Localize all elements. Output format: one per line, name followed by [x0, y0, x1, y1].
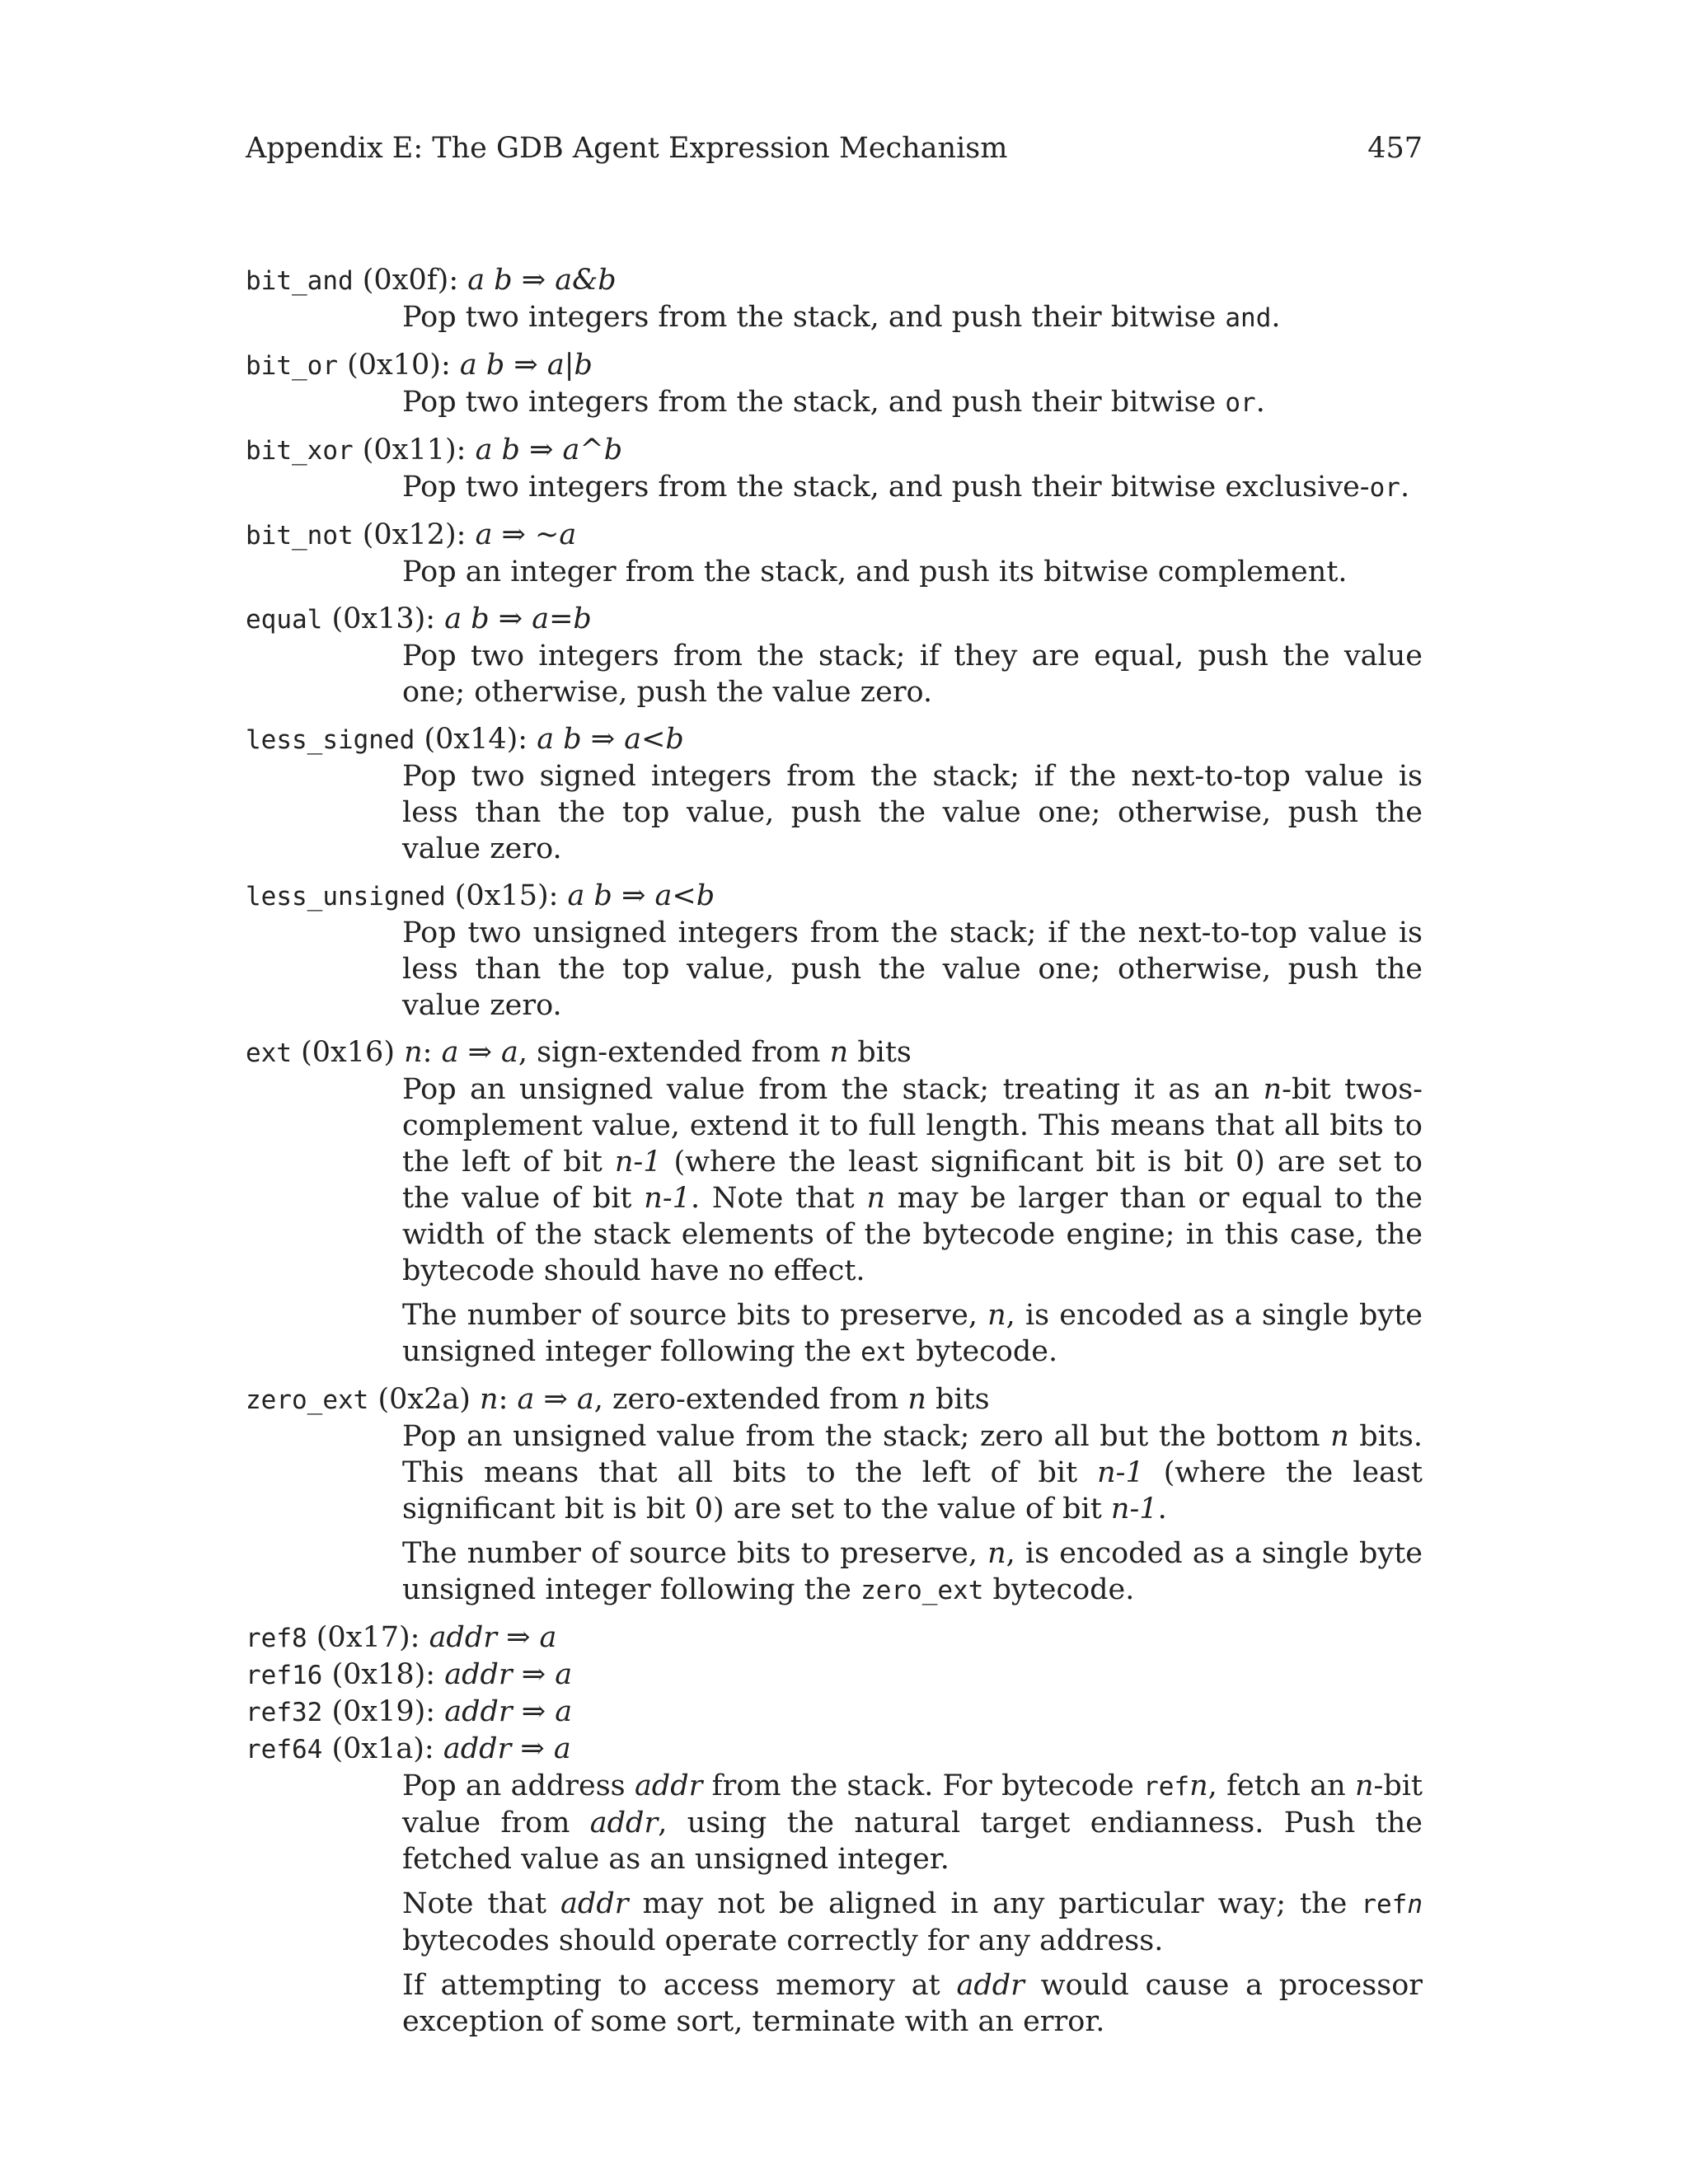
entry-description: Pop two signed integers from the stack; if the next-to-top value is less than the top value, push the value one; otherwise, push the value zero. — [402, 760, 1423, 865]
stack-signature: addr ⇒ a — [444, 1695, 573, 1728]
inline-code: ref — [1143, 1772, 1190, 1802]
entry-term — [246, 1381, 1423, 1418]
inline-code: ext — [860, 1338, 907, 1367]
entry-term — [246, 262, 1423, 299]
math-var: n-1 — [1097, 1456, 1144, 1489]
entry-term-ref64 — [246, 1731, 1423, 1768]
entry-bit-xor — [246, 432, 1423, 506]
entry-description — [402, 384, 1423, 421]
entry-description — [402, 1768, 1423, 1877]
entry-description: Pop two unsigned integers from the stack; if the next-to-top value is less than the top value, push the value one; otherwise, push the value zero. — [402, 916, 1423, 1022]
desc-text: would cause a processor exception of some sort, terminate with an error. — [402, 1969, 1423, 2038]
desc-text: , is encoded as a single byte unsigned integer following the — [402, 1299, 1423, 1368]
inline-code: or — [1225, 388, 1256, 418]
opcode: (0x19): — [322, 1695, 445, 1728]
entry-less-signed — [246, 721, 1423, 867]
bytecode-name: less_signed — [246, 725, 415, 755]
entry-term-ref8 — [246, 1619, 1423, 1657]
entry-description — [402, 469, 1423, 506]
stack-signature: a ⇒ a — [441, 1036, 518, 1069]
entry-zero-ext — [246, 1381, 1423, 1609]
bytecode-name: bit_not — [246, 521, 354, 551]
operand: n — [907, 1383, 926, 1416]
entry-term — [246, 517, 1423, 554]
entry-term — [246, 347, 1423, 384]
math-var: n — [1330, 1420, 1349, 1453]
entry-description: Pop two integers from the stack; if they are equal, push the value one; otherwise, push the value zero. — [402, 640, 1423, 709]
math-var: n — [987, 1537, 1006, 1570]
page-number: 457 — [1367, 132, 1423, 165]
entry-description: Pop an integer from the stack, and push its bitwise complement. — [402, 555, 1348, 588]
desc-text: from the stack. For bytecode — [702, 1769, 1144, 1802]
desc-text: -bit value from — [402, 1769, 1423, 1840]
desc-text: Pop two integers from the stack, and push their bitwise — [402, 301, 1226, 334]
stack-signature: a b ⇒ a=b — [444, 602, 592, 635]
desc-text: Pop an address — [402, 1769, 635, 1802]
inline-code: or — [1369, 473, 1400, 503]
desc-text: may be larger than or equal to the width of the stack elements of the bytecode engine; in this case, the bytecode should have no effect. — [402, 1182, 1423, 1287]
stack-signature: a b ⇒ a|b — [459, 349, 593, 382]
desc-text: Pop an unsigned value from the stack; treating it as an — [402, 1073, 1264, 1106]
bytecode-name: ref8 — [246, 1624, 307, 1653]
desc-text: The number of source bits to preserve, — [402, 1537, 988, 1570]
desc-text: . Note that — [690, 1182, 867, 1215]
desc-text: -bit twos-complement value, extend it to full length. This means that all bits to the left of bit — [402, 1073, 1423, 1179]
entry-description — [402, 1535, 1423, 1609]
signature-text: , zero-extended from — [593, 1383, 908, 1416]
bytecode-name: ref32 — [246, 1698, 323, 1727]
desc-text: , fetch an — [1207, 1769, 1355, 1802]
opcode: (0x2a) — [368, 1383, 481, 1416]
bytecode-name: zero_ext — [246, 1385, 369, 1415]
stack-signature: addr ⇒ a — [443, 1732, 571, 1765]
bytecode-name: ref16 — [246, 1661, 323, 1690]
entry-description — [402, 299, 1423, 336]
entry-term — [246, 1034, 1423, 1071]
bytecode-name: less_unsigned — [246, 882, 446, 912]
operand: n — [404, 1036, 423, 1069]
inline-code-var: n — [1407, 1890, 1423, 1919]
math-var: n — [1354, 1769, 1374, 1802]
entry-term — [246, 601, 1423, 638]
desc-text: If attempting to access memory at — [402, 1969, 957, 2002]
signature-text: bits — [926, 1383, 990, 1416]
math-var: addr — [589, 1807, 659, 1840]
operand: n — [480, 1383, 499, 1416]
bytecode-name: bit_xor — [246, 436, 354, 466]
opcode: (0x15): — [445, 879, 568, 912]
operand: n — [829, 1036, 849, 1069]
entry-description — [402, 1418, 1423, 1527]
math-var: n — [866, 1182, 886, 1215]
entry-description — [402, 1071, 1423, 1289]
stack-signature: a b ⇒ a<b — [567, 879, 715, 912]
running-head — [246, 128, 1423, 169]
bytecode-name: bit_or — [246, 351, 338, 381]
stack-signature: a b ⇒ a&b — [467, 264, 617, 297]
bytecode-name: bit_and — [246, 266, 354, 296]
entry-term — [246, 878, 1423, 915]
math-var: n-1 — [614, 1146, 662, 1179]
desc-text: . — [1271, 301, 1281, 334]
desc-text: bytecode. — [983, 1573, 1135, 1606]
inline-code: ref — [1361, 1890, 1408, 1919]
inline-code: and — [1225, 303, 1272, 333]
entry-term — [246, 432, 1423, 469]
opcode: (0x16) — [292, 1036, 405, 1069]
desc-text: bits. This means that all bits to the left of bit — [402, 1420, 1423, 1489]
entry-bit-or — [246, 347, 1423, 421]
entry-ref — [246, 1619, 1423, 2040]
entry-description — [402, 1297, 1423, 1371]
term-colon: : — [422, 1036, 442, 1069]
stack-signature: a ⇒ ~a — [475, 518, 577, 551]
entry-term-ref32 — [246, 1694, 1423, 1731]
bytecode-name: equal — [246, 605, 323, 635]
desc-text: . — [1400, 471, 1410, 504]
desc-text: (where the least significant bit is bit 0) are set to the value of bit — [402, 1456, 1423, 1526]
math-var: n — [987, 1299, 1006, 1332]
math-var: n — [1263, 1073, 1282, 1106]
desc-text: bytecodes should operate correctly for any address. — [402, 1924, 1164, 1957]
desc-text: bytecode. — [907, 1335, 1058, 1368]
term-colon: : — [498, 1383, 518, 1416]
stack-signature: addr ⇒ a — [444, 1658, 573, 1691]
opcode: (0x10): — [337, 349, 460, 382]
stack-signature: a b ⇒ a<b — [537, 723, 684, 756]
desc-text: (where the least significant bit is bit 0) are set to the value of bit — [402, 1146, 1423, 1215]
entry-equal — [246, 601, 1423, 710]
entry-less-unsigned — [246, 878, 1423, 1024]
bytecode-name: ref64 — [246, 1735, 323, 1765]
signature-text: , sign-extended from — [518, 1036, 830, 1069]
math-var: n-1 — [644, 1182, 691, 1215]
entry-ext — [246, 1034, 1423, 1371]
opcode: (0x1a): — [322, 1732, 443, 1765]
math-var: addr — [560, 1887, 629, 1920]
math-var: n-1 — [1110, 1493, 1158, 1526]
stack-signature: a b ⇒ a^b — [475, 434, 623, 466]
math-var: n — [1189, 1769, 1208, 1802]
desc-text: Pop an unsigned value from the stack; zero all but the bottom — [402, 1420, 1331, 1453]
opcode: (0x0f): — [353, 264, 468, 297]
opcode: (0x12): — [353, 518, 476, 551]
entry-description — [402, 1886, 1423, 1959]
desc-text: may not be aligned in any particular way; the — [628, 1887, 1362, 1920]
desc-text: Pop two integers from the stack, and push their bitwise — [402, 386, 1226, 419]
stack-signature: addr ⇒ a — [429, 1621, 557, 1654]
math-var: addr — [956, 1969, 1025, 2002]
entry-term-ref16 — [246, 1657, 1423, 1694]
opcode: (0x14): — [415, 723, 537, 756]
inline-code: zero_ext — [860, 1576, 984, 1605]
desc-text: . — [1255, 386, 1265, 419]
signature-text: bits — [848, 1036, 912, 1069]
desc-text: Pop two integers from the stack, and push their bitwise exclusive- — [402, 471, 1370, 504]
entry-term — [246, 721, 1423, 758]
desc-text: Note that — [402, 1887, 561, 1920]
chapter-title: Appendix E: The GDB Agent Expression Mechanism — [246, 132, 1008, 165]
desc-text: . — [1157, 1493, 1167, 1526]
opcode: (0x11): — [353, 434, 476, 466]
bytecode-definitions — [246, 262, 1423, 2050]
opcode: (0x18): — [322, 1658, 445, 1691]
desc-text: , is encoded as a single byte unsigned integer following the — [402, 1537, 1423, 1606]
entry-description — [402, 1967, 1423, 2040]
desc-text: , using the natural target endianness. Push the fetched value as an unsigned integer. — [402, 1807, 1423, 1876]
opcode: (0x13): — [322, 602, 445, 635]
entry-bit-not — [246, 517, 1423, 590]
entry-bit-and — [246, 262, 1423, 336]
desc-text: The number of source bits to preserve, — [402, 1299, 988, 1332]
opcode: (0x17): — [307, 1621, 429, 1654]
stack-signature: a ⇒ a — [517, 1383, 594, 1416]
math-var: addr — [634, 1769, 703, 1802]
bytecode-name: ext — [246, 1038, 292, 1068]
